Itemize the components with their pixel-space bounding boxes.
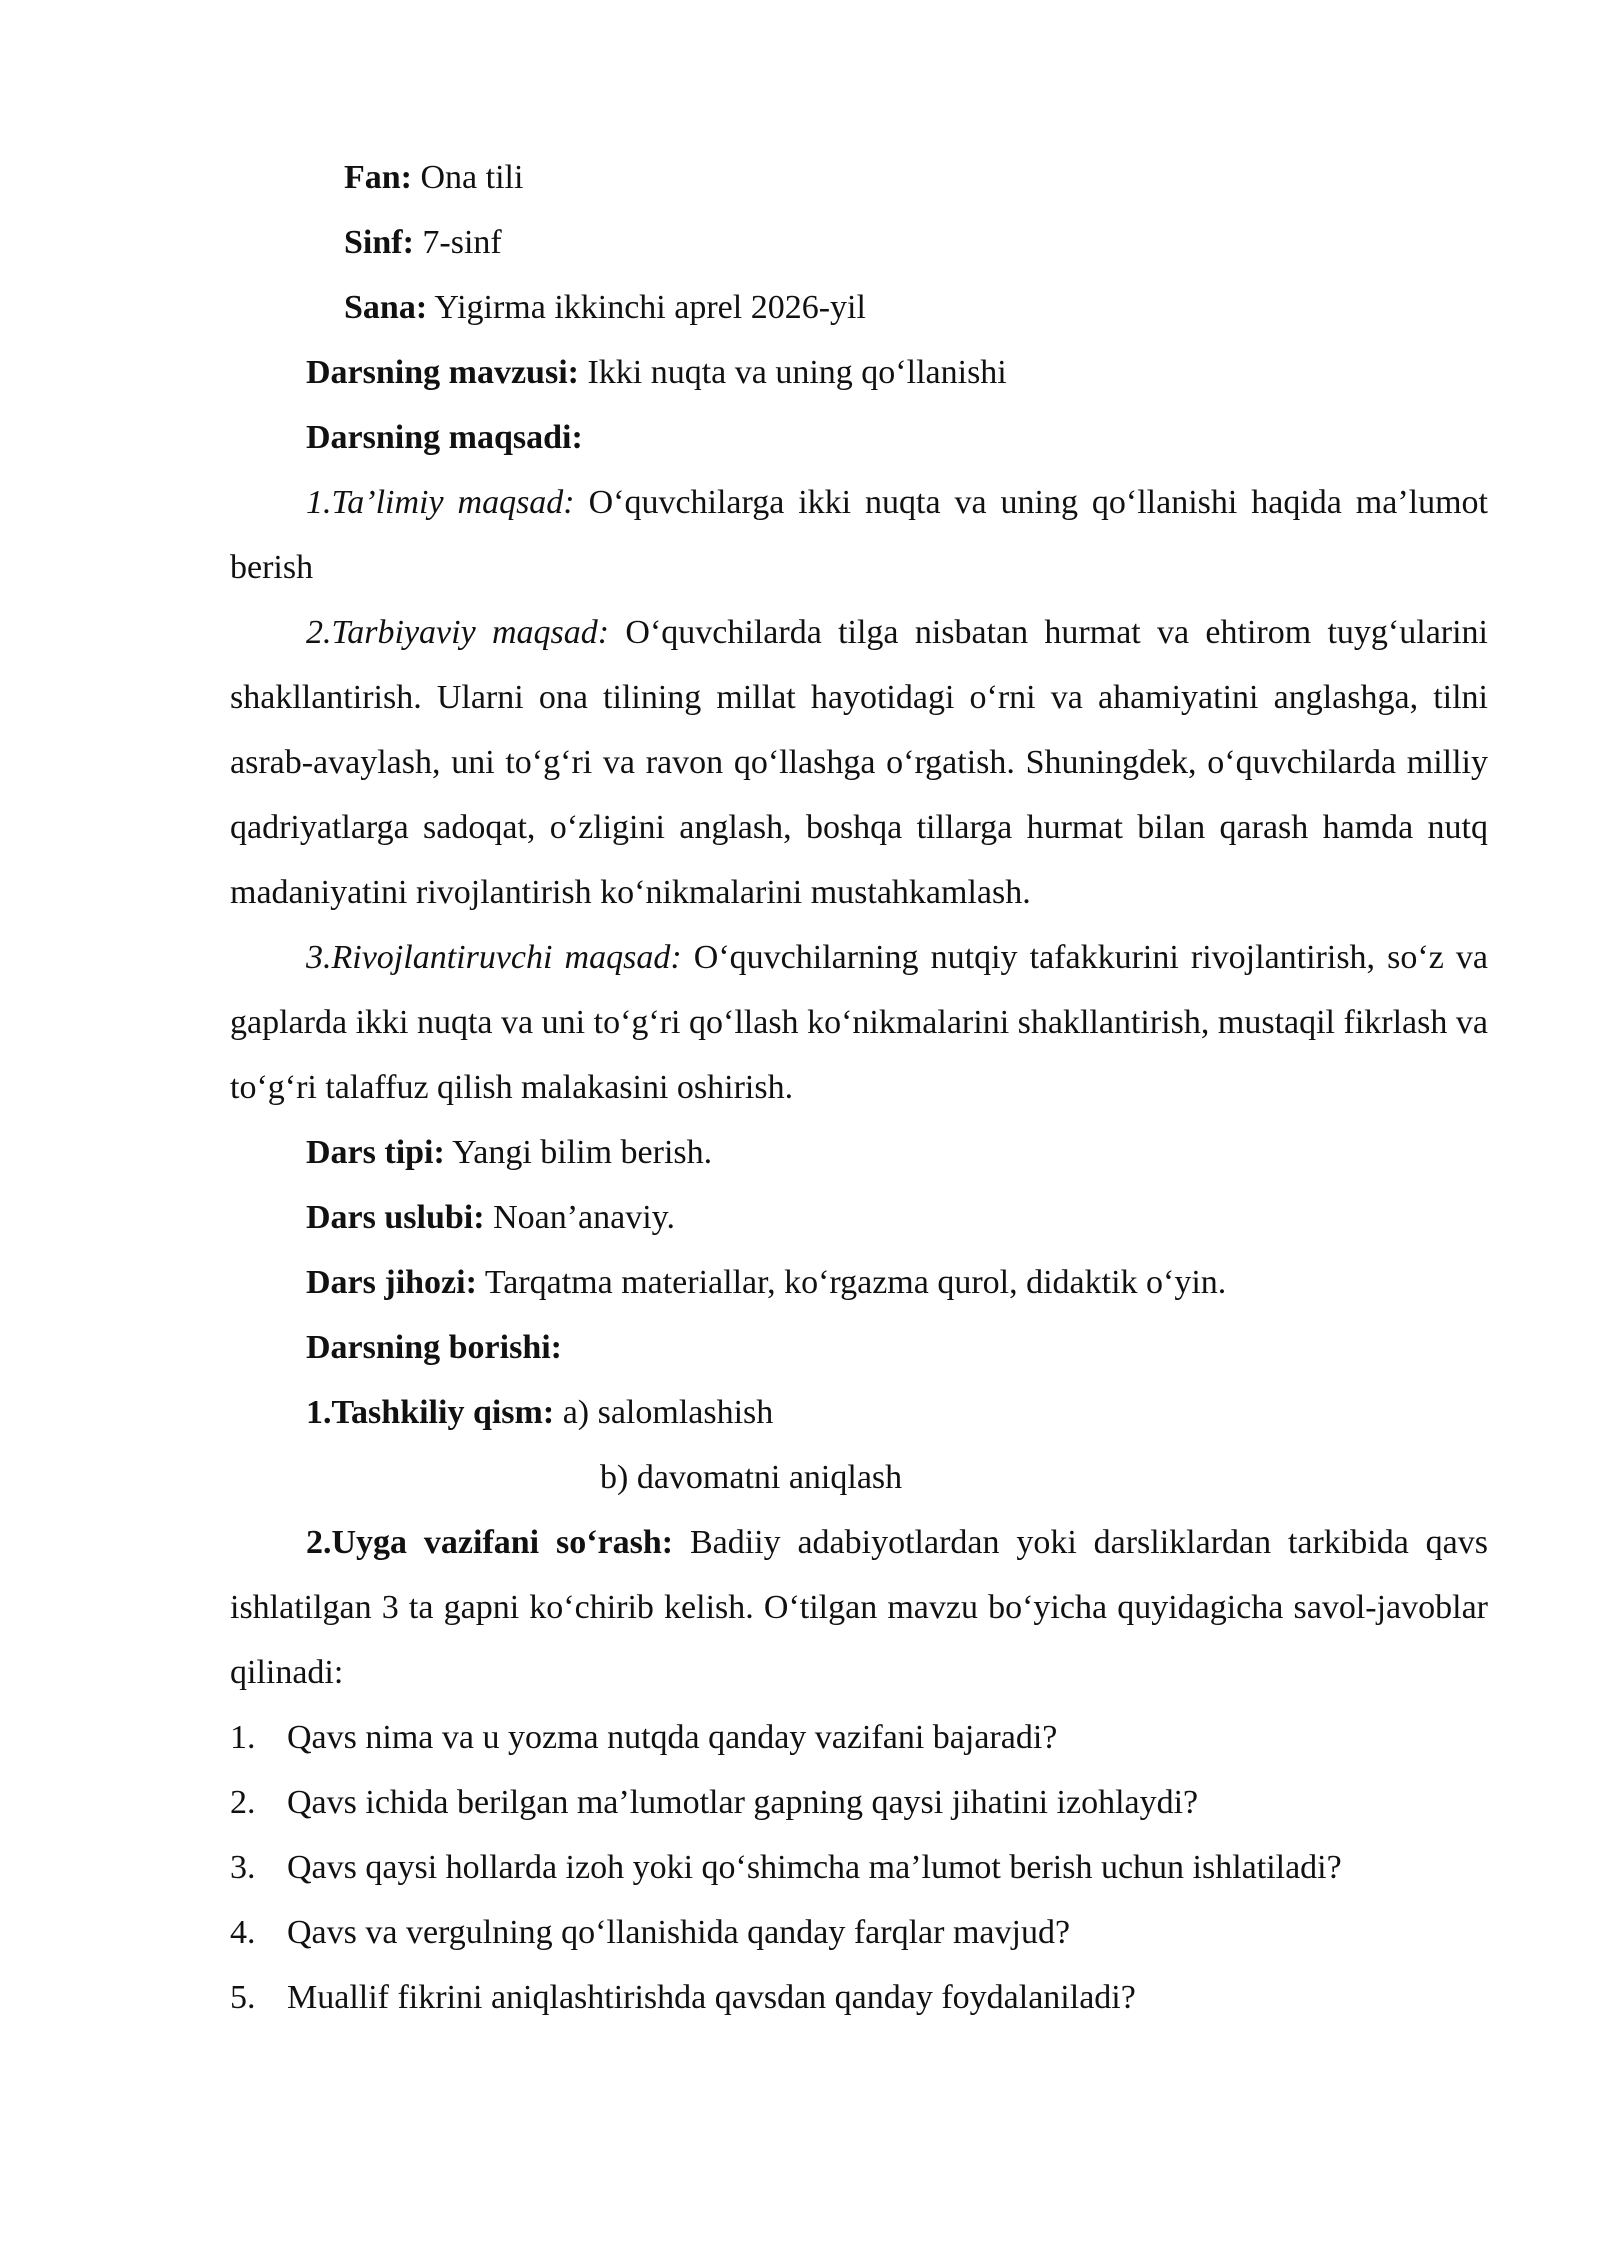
list-item	[230, 1770, 1488, 1835]
goal-developmental	[230, 925, 1488, 1120]
lesson-method-line	[230, 1185, 1488, 1250]
date-value: Yigirma ikkinchi aprel 2026-yil	[434, 289, 866, 326]
list-item-text: Qavs nima va u yozma nutqda qanday vazifani bajaradi?	[287, 1719, 1058, 1756]
list-item-text: Qavs qaysi hollarda izoh yoki qo‘shimcha ma’lumot berish uchun ishlatiladi?	[287, 1849, 1342, 1886]
goals-heading	[230, 405, 1488, 470]
organizational-item-b: b) davomatni aniqlash	[600, 1459, 903, 1496]
subject-line	[230, 145, 1488, 210]
goal-developmental-label: 3.Rivojlantiruvchi maqsad:	[306, 939, 682, 976]
lesson-type-line	[230, 1120, 1488, 1185]
goals-heading-text: Darsning maqsadi:	[306, 419, 583, 456]
homework-text: Badiiy adabiyotlardan yoki darsliklardan tarkibida qavs ishlatilgan 3 ta gapni ko‘chirib kelish. O‘tilgan mavzu bo‘yicha quyidagicha savol-javoblar qilinadi:	[230, 1524, 1488, 1691]
lesson-equipment-line	[230, 1250, 1488, 1315]
date-label: Sana:	[344, 289, 428, 326]
list-item	[230, 1835, 1488, 1900]
lesson-equipment-value: Tarqatma materiallar, ko‘rgazma qurol, didaktik o‘yin.	[484, 1264, 1227, 1301]
topic-line	[230, 340, 1488, 405]
process-heading-text: Darsning borishi:	[306, 1329, 562, 1366]
goal-upbringing	[230, 600, 1488, 925]
lesson-method-value: Noan’anaviy.	[493, 1199, 675, 1236]
list-item-text: Qavs va vergulning qo‘llanishida qanday farqlar mavjud?	[287, 1914, 1071, 1951]
date-line	[230, 275, 1488, 340]
lesson-type-label: Dars tipi:	[306, 1134, 445, 1171]
organizational-item-a: a) salomlashish	[562, 1394, 774, 1431]
topic-value: Ikki nuqta va uning qo‘llanishi	[587, 354, 1007, 391]
list-item-number: 2.	[230, 1784, 256, 1821]
grade-label: Sinf:	[344, 224, 414, 261]
lesson-equipment-label: Dars jihozi:	[306, 1264, 477, 1301]
subject-value: Ona tili	[420, 159, 524, 196]
organizational-line-b	[230, 1445, 1488, 1510]
goal-educational	[230, 470, 1488, 600]
goal-educational-text: O‘quvchilarga ikki nuqta va uning qo‘llanishi haqida ma’lumot berish	[230, 484, 1488, 586]
list-item	[230, 1965, 1488, 2030]
lesson-method-label: Dars uslubi:	[306, 1199, 485, 1236]
goal-developmental-text: O‘quvchilarning nutqiy tafakkurini rivojlantirish, so‘z va gaplarda ikki nuqta va uni to‘g‘ri qo‘llash ko‘nikmalarini shakllantirish, mustaqil fikrlash va to‘g‘ri talaffuz qilish malakasini oshirish.	[230, 939, 1489, 1106]
topic-label: Darsning mavzusi:	[306, 354, 579, 391]
list-item-text: Muallif fikrini aniqlashtirishda qavsdan qanday foydalaniladi?	[287, 1979, 1136, 2016]
grade-line	[230, 210, 1488, 275]
goal-upbringing-label: 2.Tarbiyaviy maqsad:	[306, 614, 610, 651]
homework-label: 2.Uyga vazifani so‘rash:	[306, 1524, 674, 1561]
organizational-line	[230, 1380, 1488, 1445]
list-item-number: 5.	[230, 1979, 256, 2016]
list-item	[230, 1900, 1488, 1965]
goal-educational-label: 1.Ta’limiy maqsad:	[306, 484, 575, 521]
question-list	[230, 1705, 1488, 2030]
lesson-type-value: Yangi bilim berish.	[452, 1134, 713, 1171]
grade-value: 7-sinf	[422, 224, 502, 261]
homework-paragraph	[230, 1510, 1488, 1705]
organizational-label: 1.Tashkiliy qism:	[306, 1394, 555, 1431]
list-item-text: Qavs ichida berilgan ma’lumotlar gapning qaysi jihatini izohlaydi?	[287, 1784, 1199, 1821]
list-item-number: 3.	[230, 1849, 256, 1886]
document-page	[230, 145, 1488, 2030]
goal-upbringing-text: O‘quvchilarda tilga nisbatan hurmat va ehtirom tuyg‘ularini shakllantirish. Ularni ona tilining millat hayotidagi o‘rni va ahamiyatini anglashga, tilni asrab-avaylash, uni to‘g‘ri va ravon qo‘llashga o‘rgatish. Shuningdek, o‘quvchilarda milliy qadriyatlarga sadoqat, o‘zligini anglash, boshqa tillarga hurmat bilan qarash hamda nutq madaniyatini rivojlantirish ko‘nikmalarini mustahkamlash.	[230, 614, 1489, 911]
list-item-number: 1.	[230, 1719, 256, 1756]
list-item-number: 4.	[230, 1914, 256, 1951]
subject-label: Fan:	[344, 159, 412, 196]
process-heading	[230, 1315, 1488, 1380]
list-item	[230, 1705, 1488, 1770]
